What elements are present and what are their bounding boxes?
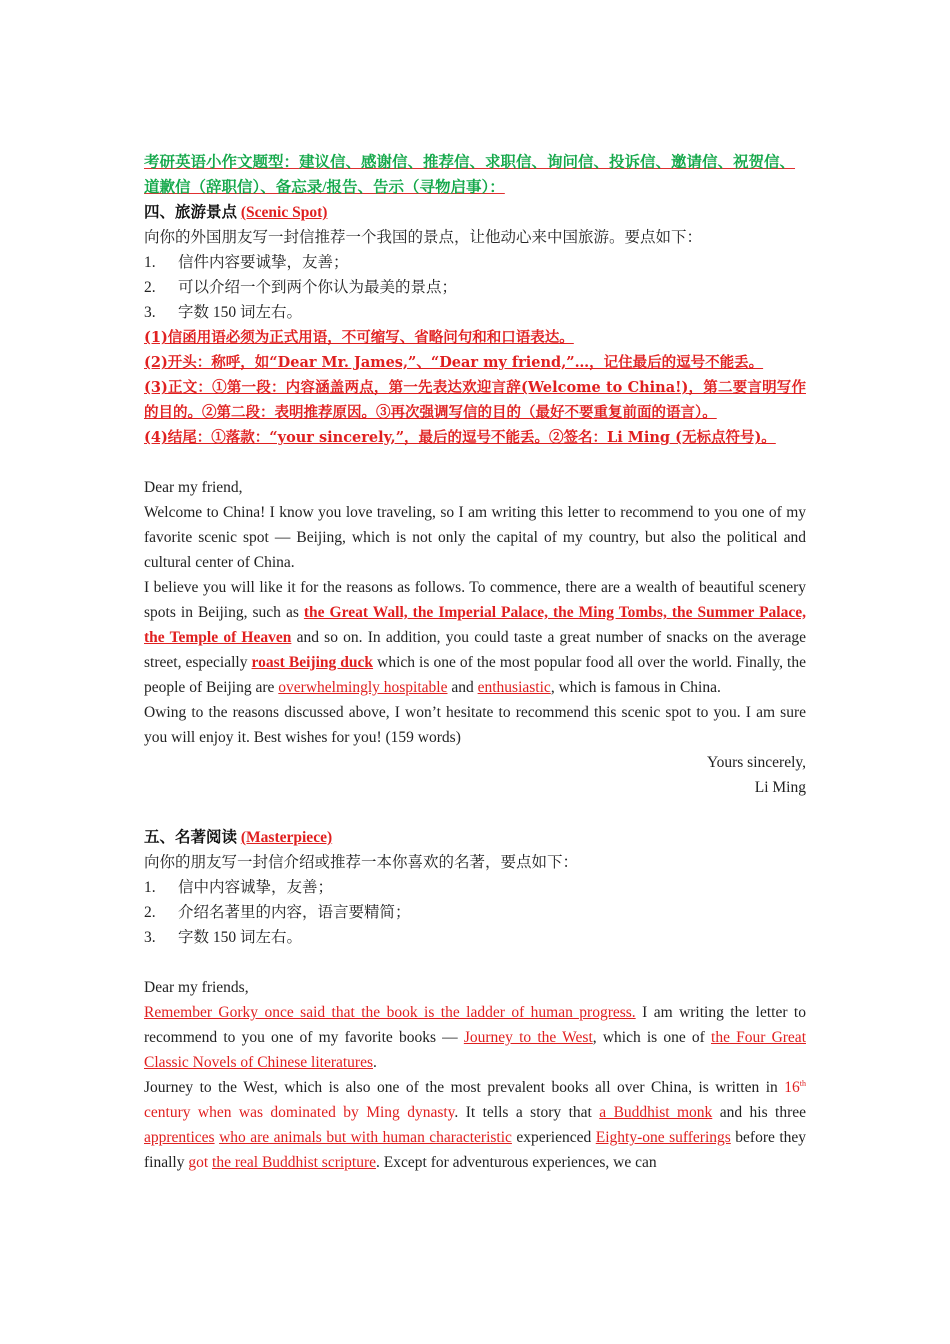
highlight-monk: a Buddhist monk [599, 1104, 713, 1121]
spacer [144, 800, 806, 825]
letter4-paragraph-3: Owing to the reasons discussed above, I won’t hesitate to recommend this scenic spot to you. I am sure you will enjoy it. Best wishes for you! (159 words) [144, 704, 806, 746]
highlight-duck: roast Beijing duck [251, 654, 374, 671]
letter4-signature: Li Ming [754, 779, 806, 796]
section4-point: 1. 信件内容要诚挚，友善； [144, 254, 349, 271]
section4-note: (3)正文：①第一段：内容涵盖两点，第一先表达欢迎言辞(Welcome to China!)，第二要言明写作的目的。②第二段：表明推荐原因。③再次强调写信的目的（最好不要重复前面的语言）。 [144, 379, 806, 421]
highlight-gorky-quote: Remember Gorky once said that the book is the ladder of human progress. [144, 1004, 636, 1021]
highlight-got: got [188, 1154, 209, 1171]
highlight-sufferings: Eighty-one sufferings [595, 1129, 731, 1146]
highlight-four-classics: the Four Great Classic Novels of Chinese literatures [144, 1029, 806, 1071]
highlight-animals: who are animals but with human characteristic [219, 1129, 512, 1146]
section4-point: 2. 可以介绍一个到两个你认为最美的景点； [144, 279, 458, 296]
section5-title-en: (Masterpiece) [240, 829, 333, 846]
section4-note: (1)信函用语必须为正式用语，不可缩写、省略问句和和口语表达。 [144, 329, 574, 346]
section4-heading [144, 200, 806, 225]
section5-point: 3. 字数 150 词左右。 [144, 929, 303, 946]
highlight-apprentices: apprentices [144, 1129, 215, 1146]
spacer [144, 950, 806, 975]
section5-title: 五、名著阅读 [144, 829, 238, 846]
highlight-book-title: Journey to the West [463, 1029, 593, 1046]
section5-heading [144, 825, 806, 850]
highlight-enthusiastic: enthusiastic [477, 679, 551, 696]
letter4-paragraph-1: Welcome to China! I know you love traveling, so I am writing this letter to recommend to you one of my favorite scenic spot — Beijing, which is not only the capital of my country, but also the political and cultural center of China. [144, 504, 806, 571]
section4-note: (2)开头：称呼，如“Dear Mr. James,”、“Dear my friend,”…，记住最后的逗号不能丢。 [144, 354, 764, 371]
section4-title: 四、旅游景点 [144, 204, 238, 221]
letter4-paragraph-2: I believe you will like it for the reasons as follows. To commence, there are a wealth of beautiful scenery spots in Beijing, such as the Great Wall, the Imperial Palace, the Ming Tombs, the Summer Palace, the Temple of Heaven and so on. In addition, you could taste a great number of snacks on the average street, especially roast Beijing duck which is one of the most popular food all over the world. Finally, the people of Beijing are overwhelmingly hospitable and enthusiastic, which is famous in China. [144, 579, 806, 696]
letter5-paragraph-2: Journey to the West, which is also one of the most prevalent books all over China, is written in 16th century when was dominated by Ming dynasty. It tells a story that a Buddhist monk and his three apprentices who are animals but with human characteristic experienced Eighty-one sufferings before they finally got the real Buddhist scripture. Except for adventurous experiences, we can [144, 1079, 807, 1171]
section4-note: (4)结尾：①落款：“your sincerely,”，最后的逗号不能丢。②签名：Li Ming (无标点符号)。 [144, 429, 776, 446]
highlight-scripture: the real Buddhist scripture [212, 1154, 377, 1171]
highlight-hospitable: overwhelmingly hospitable [278, 679, 448, 696]
letter5-paragraph-1: Remember Gorky once said that the book is the ladder of human progress. I am writing the letter to recommend to you one of my favorite books — Journey to the West, which is one of the Four Great Classic Novels of Chinese literatures. [144, 1004, 806, 1071]
section4-title-en: (Scenic Spot) [240, 204, 328, 221]
header-note: 考研英语小作文题型：建议信、感谢信、推荐信、求职信、询问信、投诉信、邀请信、祝贺信、道歉信（辞职信）、备忘录/报告、告示（寻物启事）： [144, 154, 796, 196]
section4-point: 3. 字数 150 词左右。 [144, 304, 303, 321]
letter4-greeting: Dear my friend, [144, 479, 243, 496]
highlight-century: 16th century when was dominated by Ming dynasty [144, 1079, 806, 1121]
letter4-closing: Yours sincerely, [706, 754, 806, 771]
letter5-greeting: Dear my friends, [144, 979, 249, 996]
section5-prompt: 向你的朋友写一封信介绍或推荐一本你喜欢的名著，要点如下： [144, 854, 579, 871]
document-page [144, 150, 806, 1175]
section5-point: 2. 介绍名著里的内容，语言要精简； [144, 904, 411, 921]
section4-prompt: 向你的外国朋友写一封信推荐一个我国的景点，让他动心来中国旅游。要点如下： [144, 229, 703, 246]
spacer [144, 450, 806, 475]
section5-point: 1. 信中内容诚挚，友善； [144, 879, 334, 896]
highlight-scenic-spots: the Great Wall, the Imperial Palace, the Ming Tombs, the Summer Palace, the Temple of Heaven [144, 604, 806, 646]
